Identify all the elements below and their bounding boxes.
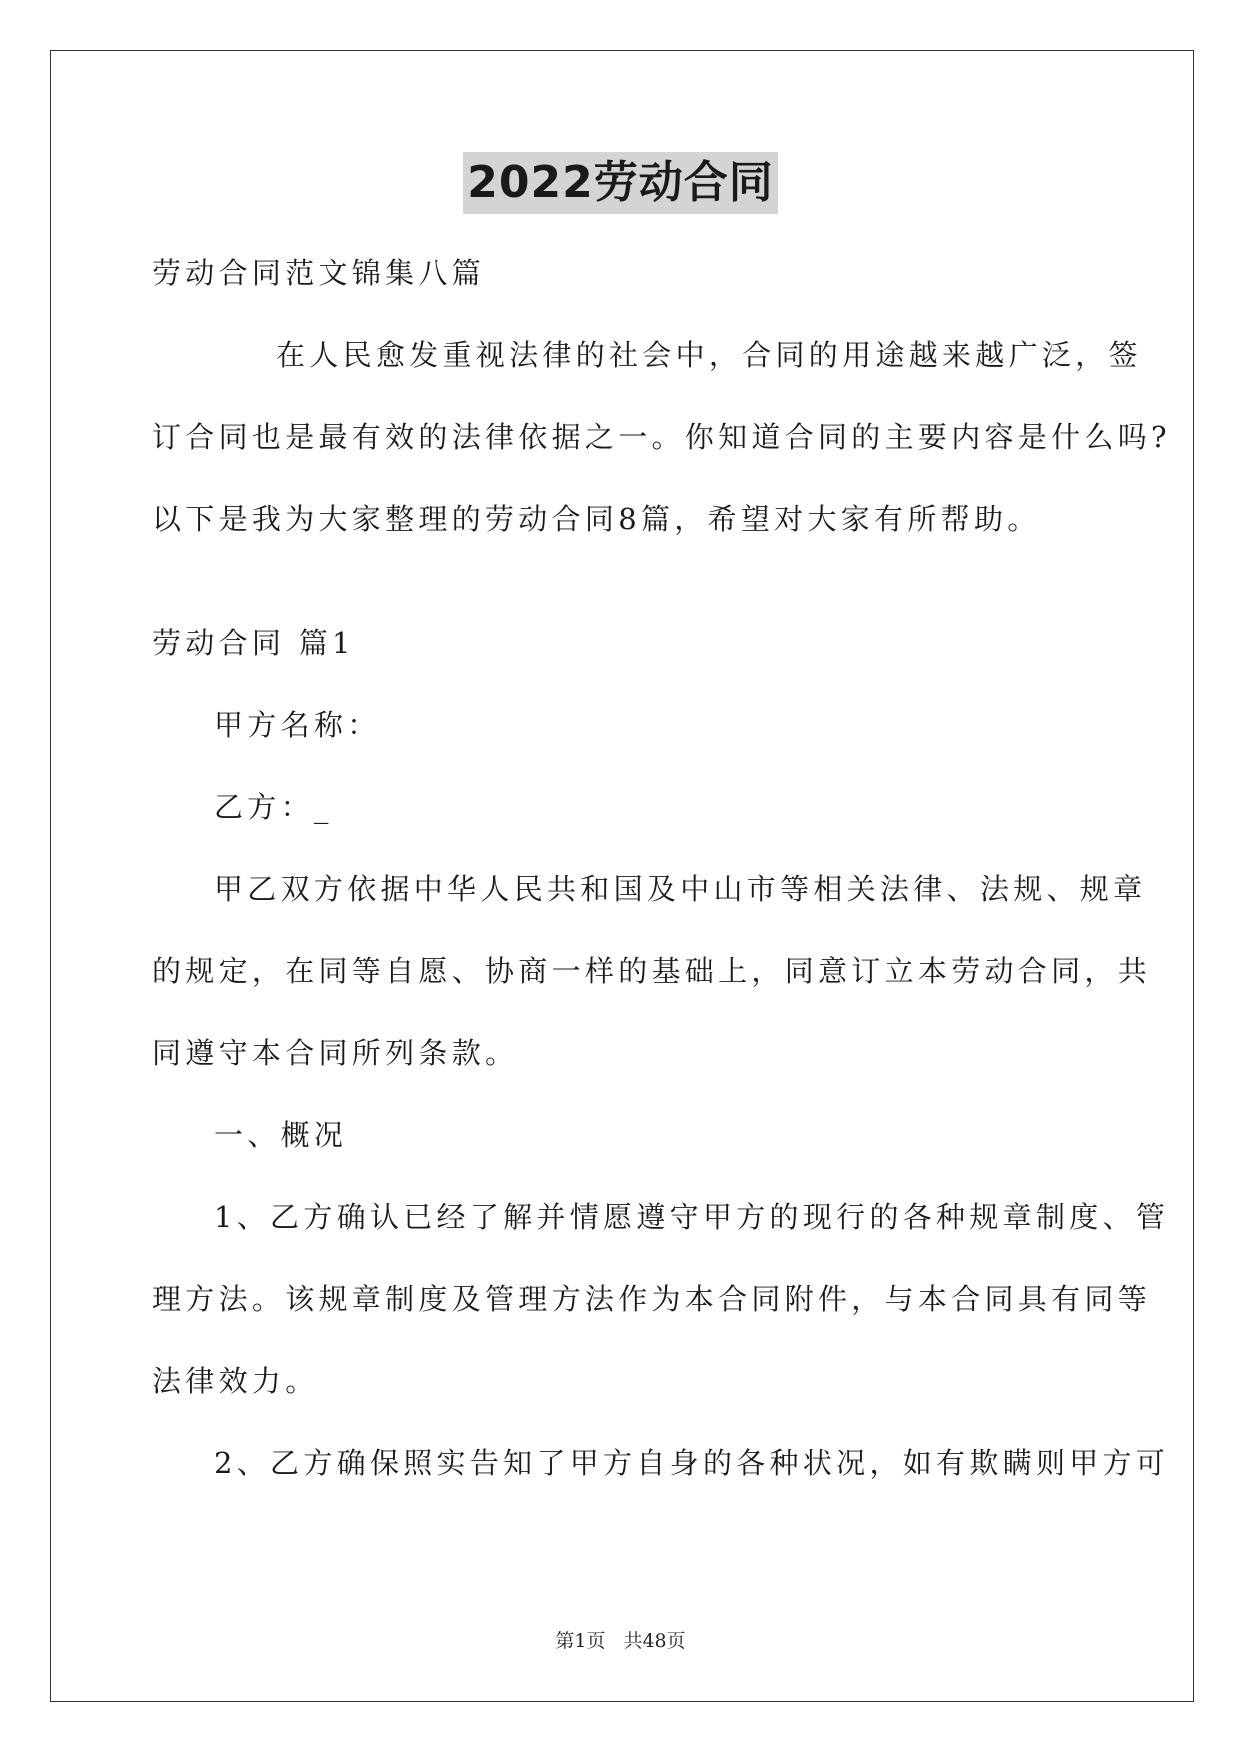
clause-intro-line-1: 甲乙双方依据中华人民共和国及中山市等相关法律、法规、规章 [214,872,1147,906]
page-number: 第1页 [555,1630,606,1652]
intro-line-1: 在人民愈发重视法律的社会中，合同的用途越来越广泛，签 [276,338,1142,372]
title-container [0,152,1241,214]
item-two-line-1: 2、乙方确保照实告知了甲方自身的各种状况，如有欺瞒则甲方可 [214,1446,1170,1480]
section-heading: 劳动合同 篇1 [152,626,355,660]
clause-intro-line-3: 同遵守本合同所列条款。 [152,1036,519,1070]
party-a-label: 甲方名称： [214,708,381,742]
intro-line-2: 订合同也是最有效的法律依据之一。你知道合同的主要内容是什么吗? [152,420,1171,454]
subtitle: 劳动合同范文锦集八篇 [152,256,486,290]
page-total: 共48页 [623,1630,686,1652]
clause-intro-line-2: 的规定，在同等自愿、协商一样的基础上，同意订立本劳动合同，共 [152,954,1152,988]
spacer [152,560,1092,602]
document-body [152,232,1171,1504]
page-footer [0,1626,1241,1653]
item-one-line-1: 1、乙方确认已经了解并情愿遵守甲方的现行的各种规章制度、管 [214,1200,1170,1234]
party-b-label: 乙方：_ [214,790,333,824]
chapter-one-heading: 一、概况 [214,1118,348,1152]
document-title: 2022劳动合同 [463,152,777,214]
intro-line-3: 以下是我为大家整理的劳动合同8篇，希望对大家有所帮助。 [152,502,1041,536]
item-one-line-2: 理方法。该规章制度及管理方法作为本合同附件，与本合同具有同等 [152,1282,1152,1316]
item-one-line-3: 法律效力。 [152,1364,319,1398]
